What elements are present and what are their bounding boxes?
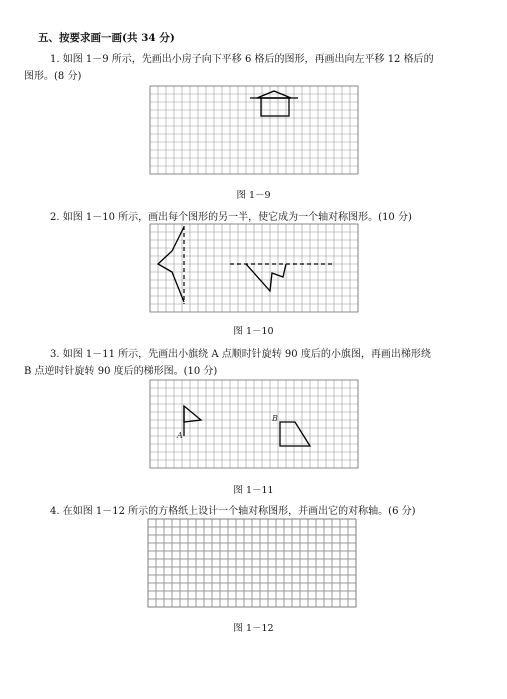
figure-1-10-grid — [150, 224, 358, 316]
question-1-text-line1: 1. 如图 1－9 所示，先画出小房子向下平移 6 格后的图形，再画出向左平移 12 格后的 — [50, 54, 434, 65]
grid-lines — [150, 224, 358, 312]
point-a-label: A — [177, 431, 183, 440]
section-heading: 五、按要求画一画(共 34 分) — [38, 32, 175, 44]
half-arrow-shape — [246, 264, 286, 291]
question-2-text: 2. 如图 1－10 所示，画出每个图形的另一半，使它成为一个轴对称图形。(10 分) — [50, 212, 412, 223]
grid-lines — [150, 380, 358, 468]
flag-shape — [184, 406, 201, 436]
figure-1-9-caption: 图 1－9 — [236, 190, 271, 201]
question-1-text-line2: 图形。(8 分) — [24, 71, 82, 82]
point-b-label: B — [272, 414, 278, 423]
trapezoid-shape — [280, 422, 310, 446]
house-shape — [250, 91, 298, 116]
figure-1-10-caption: 图 1－10 — [233, 326, 274, 337]
grid-lines — [150, 86, 358, 174]
grid-lines — [148, 519, 356, 607]
half-star-shape — [158, 227, 184, 302]
question-3-text-line1: 3. 如图 1－11 所示，先画出小旗绕 A 点顺时针旋转 90 度后的小旗图，再画出梯形绕 — [50, 349, 431, 360]
figure-1-12-grid — [148, 519, 356, 611]
question-3-text-line2: B 点逆时针旋转 90 度后的梯形图。(10 分) — [24, 366, 218, 377]
figure-1-11-grid — [150, 380, 358, 472]
figure-1-12-caption: 图 1－12 — [233, 623, 274, 634]
figure-1-9-grid — [150, 86, 358, 178]
question-4-text: 4. 在如图 1－12 所示的方格纸上设计一个轴对称图形，并画出它的对称轴。(6 分) — [50, 506, 416, 517]
figure-1-11-caption: 图 1－11 — [233, 485, 274, 496]
